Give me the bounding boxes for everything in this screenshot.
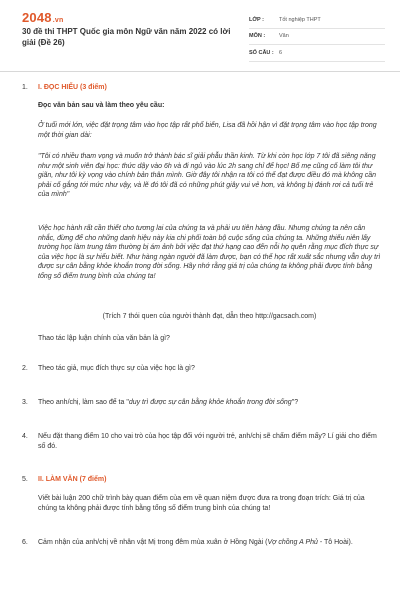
reading-instruction: Đọc văn bản sau và làm theo yêu cầu:: [38, 102, 165, 109]
question-number: 6.: [22, 539, 28, 546]
section-title: II. LÀM VĂN (7 điểm): [38, 476, 107, 483]
info-key: SỐ CÂU :: [249, 49, 274, 56]
exam-info-table: [249, 12, 385, 62]
question-number: 5.: [22, 476, 28, 483]
passage-paragraph-3: Việc học hành rất cần thiết cho tương lai của chúng ta và phải ưu tiên hàng đầu. Nhưng chúng ta nên cân nhắc, đừng để cho những danh hiệu này kia chi phối toàn bộ cuộc sống của chúng ta. Những thiếu niên lấy trường học làm trung tâm thường bị ám ảnh bởi việc đạt thứ hạng cao đến nỗi họ quên rằng mục đích thực sự của việc học là sự hiểu biết. Như hàng ngàn người đã làm được, bạn có thể học rất xuất sắc nhưng vẫn duy trì được sự cân bằng khỏe khoắn trong đời sống. Hãy nhớ rằng giá trị của chúng ta không phải được tính bằng tổng số điểm trung bình của chúng ta!: [38, 225, 381, 280]
logo-suffix: .vn: [52, 17, 64, 24]
document-header: [0, 0, 400, 68]
info-value: Văn: [279, 33, 289, 40]
question-5: Viết bài luận 200 chữ trình bày quan điểm của em về quan niệm được đưa ra trong đoạn trích: Giá trị của chúng ta không phải được tính bằng tổng số điểm trung bình của chúng ta!: [38, 495, 365, 512]
info-key: MÔN :: [249, 33, 266, 40]
question-number: 4.: [22, 433, 28, 440]
passage-citation: (Trích 7 thói quen của người thành đạt, dẫn theo http://gacsach.com): [102, 313, 317, 320]
header-divider: [0, 71, 400, 72]
section-title: I. ĐỌC HIỂU (3 điểm): [38, 84, 107, 91]
question-2: Theo tác giả, mục đích thực sự của việc học là gì?: [38, 365, 195, 372]
question-3: [38, 398, 381, 408]
passage-paragraph-2: "Tôi có nhiều tham vọng và muốn trở thành bác sĩ giải phẫu thần kinh. Từ khi còn học lớp 7 tôi đã siêng năng như một sinh viên đại học: thức dậy vào 6h và đi ngủ vào lúc 2h sang chỉ để học! Bố mẹ cũng cố làm tôi thư giãn, như tôi kỳ vọng vào chính bản thân mình. Giờ đây tôi nhận ra tôi có thể đạt được điều đó mà không cần phải cố gắng tới mức như vậy, và lẽ đó tôi đã có những phút giây vui vẻ hơn, và không bị đánh rơi cả tuổi trẻ của mình": [38, 153, 376, 198]
info-row-class: [249, 12, 385, 29]
logo-main: 2048: [22, 10, 52, 25]
question-3-prefix: Theo anh/chị, làm sao để ta ": [38, 399, 129, 406]
info-value: 6: [279, 49, 283, 56]
passage-paragraph-1: Ở tuổi mới lớn, việc đặt trọng tâm vào học tập rất phổ biến, Lisa đã hồi hận vì đặt trọng tâm vào học tập trong một thời gian dài:: [38, 122, 377, 139]
question-6-suffix: - Tô Hoài).: [317, 539, 353, 546]
question-number: 1.: [22, 84, 28, 91]
question-number: 3.: [22, 399, 28, 406]
question-4: Nếu đặt thang điểm 10 cho vai trò của học tập đối với người trẻ, anh/chị sẽ chấm điểm mấy? Lí giải cho điểm số đó.: [38, 433, 377, 450]
info-row-count: [249, 45, 385, 62]
info-value: Tốt nghiệp THPT: [279, 16, 321, 23]
question-3-quote: duy trì được sự cân bằng khỏe khoắn trong đời sống: [128, 399, 292, 406]
exam-title: 30 đề thi THPT Quốc gia môn Ngữ văn năm 2022 có lời giải (Đề 26): [22, 27, 231, 47]
info-row-subject: [249, 29, 385, 46]
question-number: 2.: [22, 365, 28, 372]
site-logo[interactable]: [22, 10, 63, 25]
question-6-prefix: Cảm nhận của anh/chị về nhân vật Mị trong đêm mùa xuân ở Hồng Ngài (: [38, 539, 268, 546]
info-key: LỚP :: [249, 16, 264, 23]
question-1: Thao tác lập luận chính của văn bản là gì?: [38, 335, 170, 342]
question-6-work: Vợ chồng A Phủ: [267, 539, 318, 546]
question-6: [38, 538, 381, 548]
question-3-suffix: "?: [291, 399, 299, 406]
